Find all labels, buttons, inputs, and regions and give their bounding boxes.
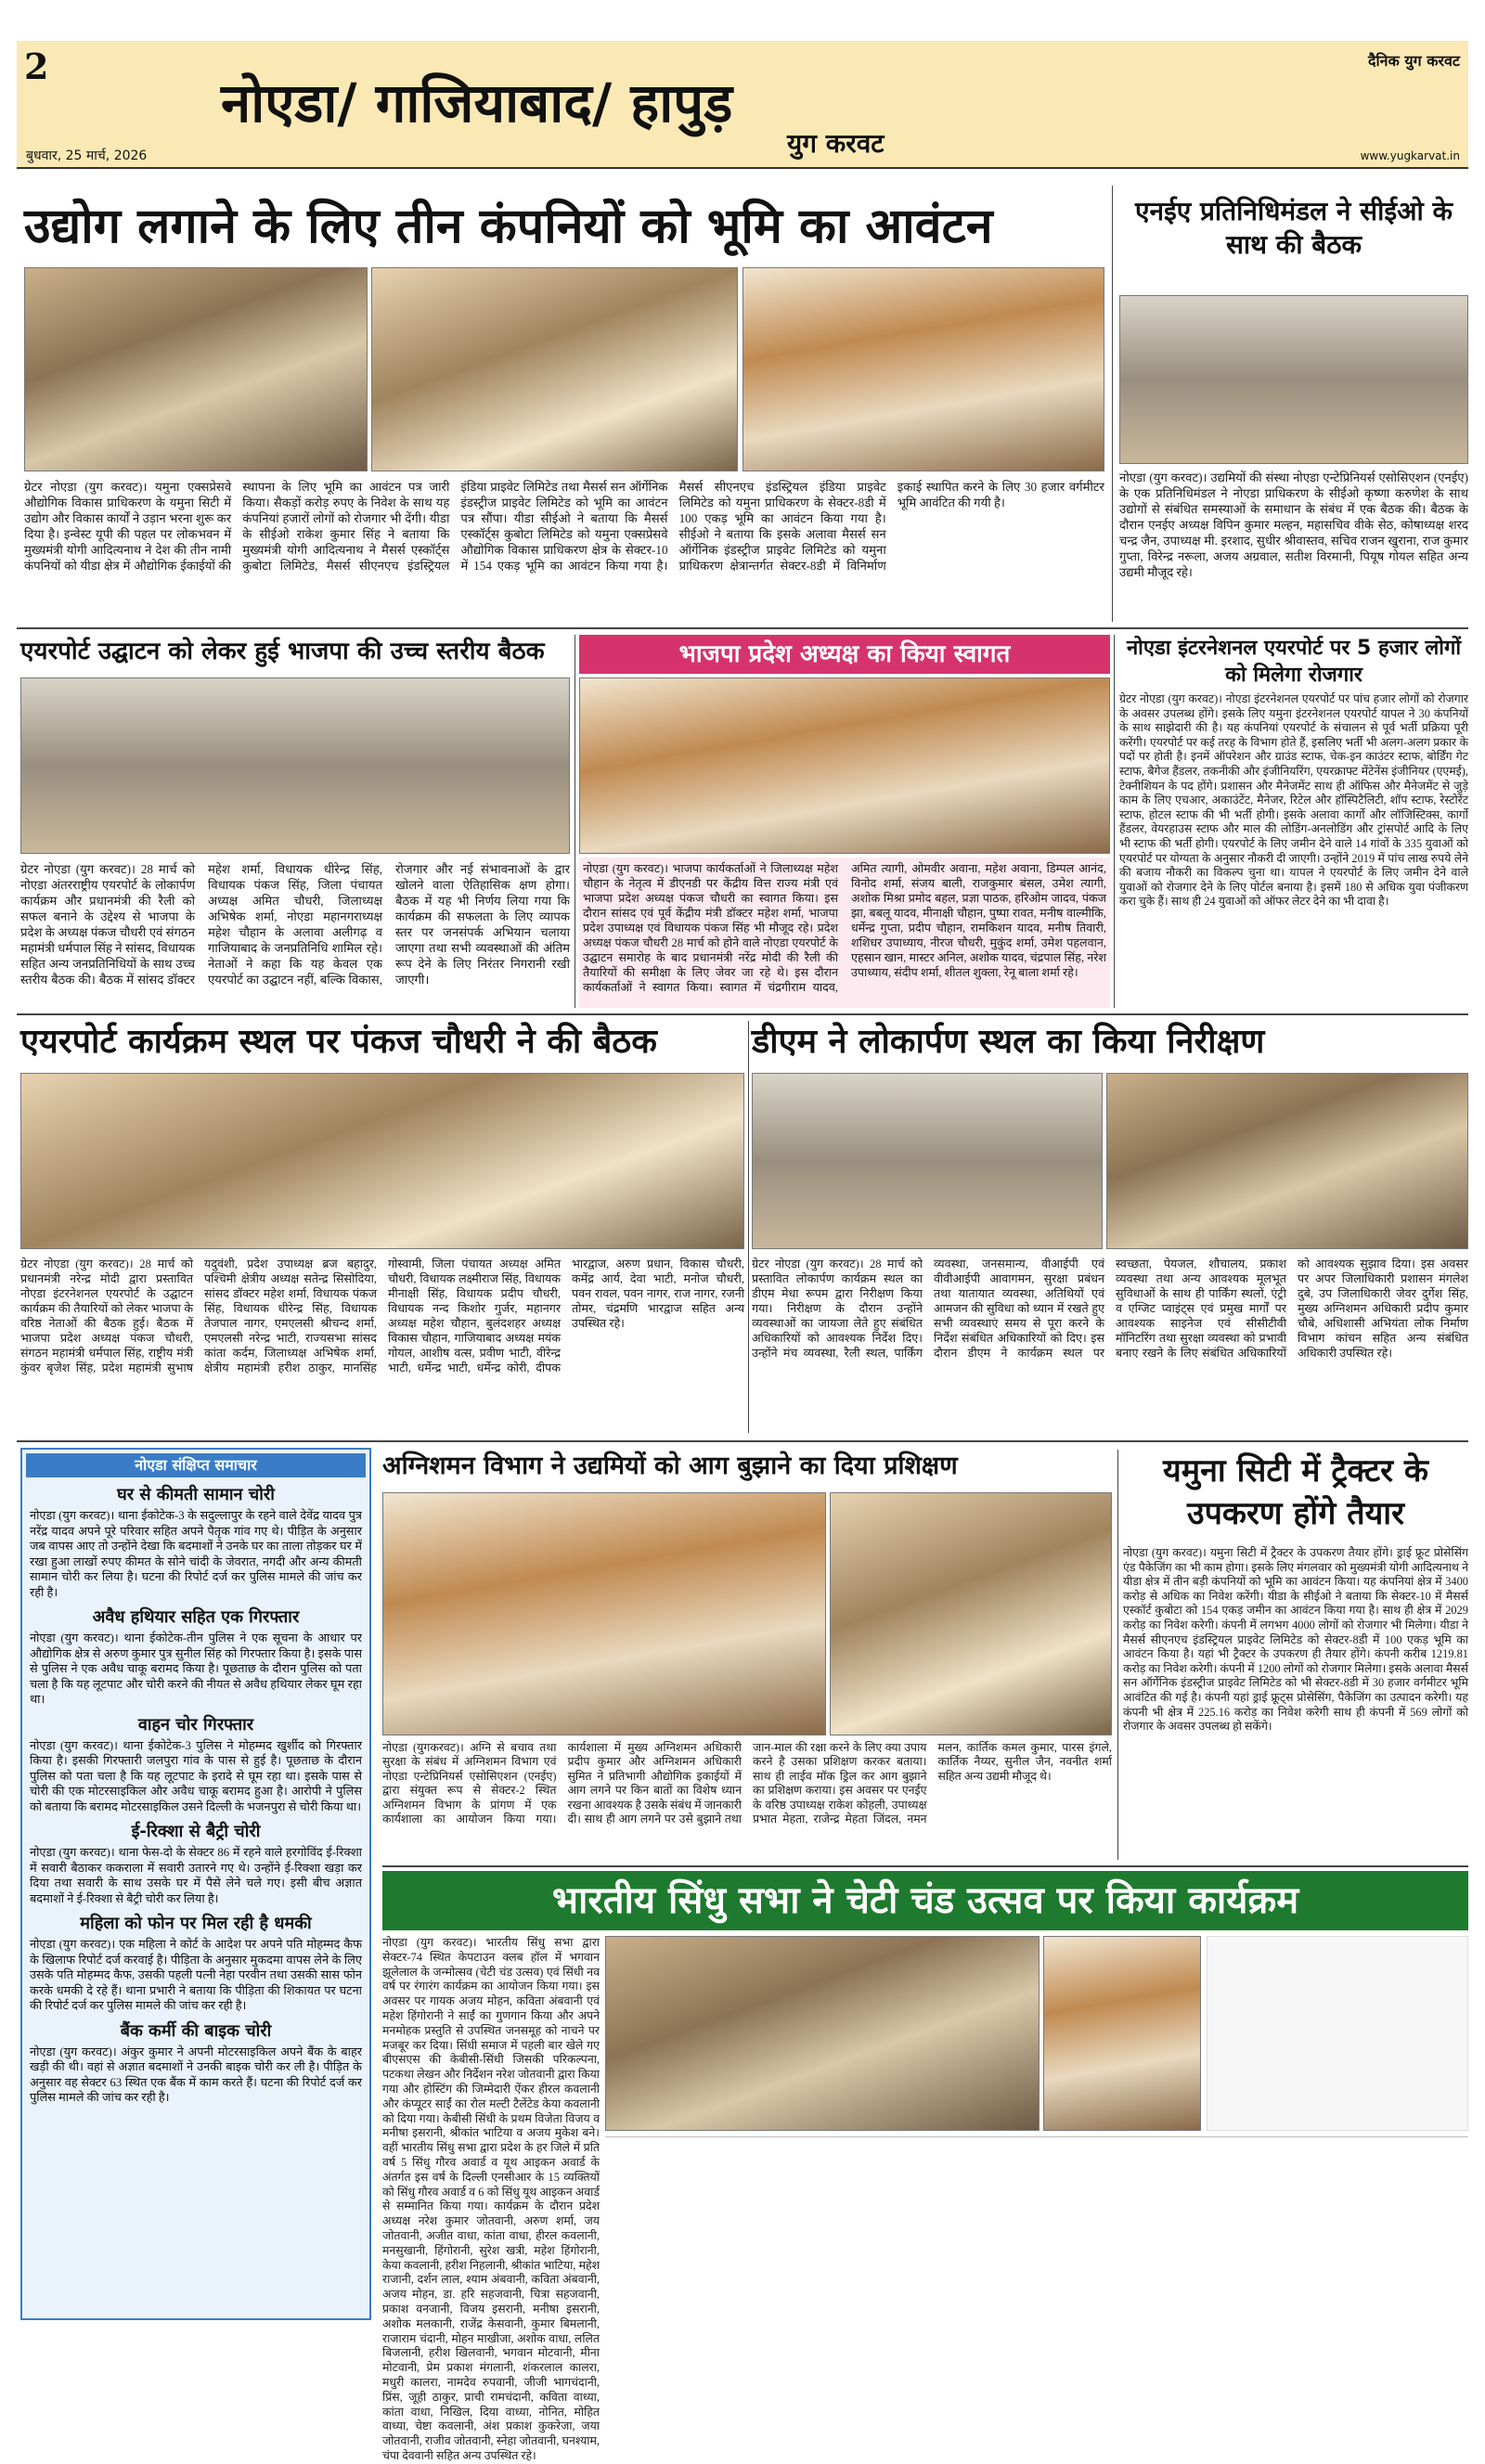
story10-photo-a bbox=[605, 1936, 1040, 2131]
brief-text: नोएडा (युग करवट)। थाना ईकोटेक-3 के सदुल्लापुर के रहने वाले देवेंद्र यादव पुत्र नरेंद्र यादव अपने पूरे परिवार सहित अपने पैतृक गांव गए थे। पीड़ित के अनुसार जब वापस आए तो उन्होंने देखा कि बदमाशों ने उनके घर का ताला तोड़कर घर में रखा हुआ लाखों रुपए कीमत के सोने चांदी के जेवरात, नगदी और अन्य कीमती सामान चोरी कर लिया है। घटना की रिपोर्ट दर्ज कर पुलिस मामले की जांच कर रही है। bbox=[30, 1509, 362, 1599]
story1-photo-a bbox=[24, 267, 368, 471]
story2-headline: एनईए प्रतिनिधिमंडल ने सीईओ के साथ की बैठक bbox=[1135, 196, 1453, 260]
story6-photo bbox=[20, 1073, 744, 1249]
story7-body: ग्रेटर नोएडा (युग करवट)। 28 मार्च को प्रस्तावित लोकार्पण कार्यक्रम स्थल का डीएम मेधा रूपम द्वारा निरीक्षण किया गया। निरीक्षण के दौरान उन्होंने व्यवस्थाओं का जायजा लेते हुए संबंधित अधिकारियों को आवश्यक निर्देश दिए। उन्होंने मंच व्यवस्था, रैली स्थल, पार्किंग व्यवस्था, जनसमान्य, वीआईपी एवं वीवीआईपी आवागमन, सुरक्षा प्रबंधन तथा यातायात व्यवस्था, अतिथियों एवं आमजन की सुविधा को ध्यान में रखते हुए सभी व्यवस्थाएं समय से पूरा करने के निर्देश संबंधित अधिकारियों को दिए। इस दौरान डीएम ने कार्यक्रम स्थल पर स्वच्छता, पेयजल, शौचालय, प्रकाश व्यवस्था तथा अन्य आवश्यक मूलभूत सुविधाओं के साथ ही पार्किंग स्थलों, एंट्री व एग्जिट प्वाइंट्स एवं प्रमुख मार्गों पर आवश्यक साइनेज एवं सीसीटीवी मॉनिटरिंग तथा सुरक्षा व्यवस्था को प्रभावी बनाए रखने के लिए संबंधित अधिकारियों को आवश्यक सुझाव दिया। इस अवसर पर अपर जिलाधिकारी प्रशासन मंगलेश दुबे, उप जिलाधिकारी जेवर दुर्गेश सिंह, मुख्य अग्निशमन अधिकारी प्रदीप कुमार चौबे, अधिशासी अभियंता लोक निर्माण विभाग कांचन सहित अन्य संबंधित अधिकारी उपस्थित रहे। bbox=[752, 1258, 1468, 1360]
briefs-header: नोएडा संक्षिप्त समाचार bbox=[26, 1453, 366, 1477]
story10-headline: भारतीय सिंधु सभा ने चेटी चंड उत्सव पर किया कार्यक्रम bbox=[551, 1879, 1299, 1922]
section-title: नोएडा/ गाजियाबाद/ हापुड़ bbox=[221, 71, 733, 135]
brief-text: नोएडा (युग करवट)। थाना ईकोटेक-3 पुलिस ने मोहम्मद खुर्शीद को गिरफ्तार किया है। इसकी गिरफ्तारी जलपुरा गांव के पास से हुई है। पूछताछ के दौरान पुलिस को पता चला है कि यह लूटपाट के इरादे से घूम रहा था। इसके पास से चोरी की एक मोटरसाइकिल और अवैध चाकू बरामद हुआ है। आरोपी ने पुलिस को बताया कि बरामद मोटरसाइकिल उसने दिल्ली के भजनपुरा से चोरी किया था। bbox=[30, 1738, 362, 1813]
story10-banner bbox=[382, 1871, 1468, 1930]
brief-title: वाहन चोर गिरफ्तार bbox=[137, 1714, 254, 1735]
brief-item bbox=[30, 1713, 362, 1815]
divider bbox=[1117, 1450, 1118, 1860]
story10-body: नोएडा (युग करवट)। भारतीय सिंधु सभा द्वारा सेक्टर-74 स्थित केपटाउन क्लब हॉल में भगवान झूलेलाल के जन्मोत्सव (चेटी चंड उत्सव) एवं सिंधी नव वर्ष पर रंगारंग कार्यक्रम का आयोजन किया गया। इस अवसर पर गायक अजय मोहन, कविता अंबवानी एवं महेश हिंगोरानी ने साईं का गुणगान किया और अपने मनमोहक प्रस्तुति से उपस्थित जनसमूह को नाचने पर मजबूर कर दिया। सिंधी समाज में पहली बार खेले गए बीएसएस की केबीसी-सिंधी जिसकी परिकल्पना, पटकथा लेखन और निर्देशन नरेश जोतवानी द्वारा किया गया और होस्टिंग की जिम्मेदारी ऐंकर हीरल कवलानी और कंप्यूटर साईं का रोल मल्टी टैलेंटेड केया कवलानी को दिया गया। केबीसी सिंधी के प्रथम विजेता विजय व मनीषा इसरानी, श्रीकांत भाटिया व अजय मुकेश बने। वहीं भारतीय सिंधु सभा द्वारा प्रदेश के हर जिले में प्रति वर्ष 5 सिंधु गौरव अवार्ड व यूथ आइकन अवार्ड के अंतर्गत इस वर्ष के दिल्ली एनसीआर के 15 व्यक्तियों को सिंधु गौरव अवार्ड व 6 को सिंधु यूथ आइकन अवार्ड से सम्मानित किया गया। कार्यक्रम के दौरान प्रदेश अध्यक्ष नरेश कुमार जोतवानी, अरुण शर्मा, जय जोतवानी, अजीत वाधा, कांता वाधा, हीरल कवलानी, मनसुखानी, हिंगोरानी, सुरेश खत्री, महेश हिंगोरानी, केया कवलानी, हरीश निहलानी, श्रीकांत भाटिया, महेश राजानी, दर्शन लाल, श्याम अंबवानी, कविता अंबवानी, अजय मोहन, डा. हरि सहजवानी, चित्रा सहजवानी, प्रकाश वनजानी, विजय इसरानी, मनीषा इसरानी, अशोक मलकानी, राजेंद्र केसवानी, कुमार बिमलानी, राजाराम चंदानी, मोहन माखीजा, अशोक वाधा, ललित बिजलानी, हरीश खिलवानी, भगवान मोटवानी, मीना मोटवानी, प्रेम प्रकाश मंगलानी, शंकरलाल कालरा, मधुरी कालरा, नामदेव रुपवानी, जीजी भागचंदानी, प्रिंस, जूही ठाकुर, प्राची रामचंदानी, कविता वाध्या, कांता वाधा, निखिल, दिया वाध्या, नोनित, मोहित वाध्या, चेष्टा कवलानी, अंश प्रकाश कुकरेजा, जया जोतवानी, राजीव जोतवानी, स्नेहा जोतवानी, घनश्याम, चंपा देववानी सहित अन्य उपस्थित रहे। bbox=[382, 1936, 600, 2462]
brief-text: नोएडा (युग करवट)। एक महिला ने कोर्ट के आदेश पर अपने पति मोहम्मद कैफ के खिलाफ रिपोर्ट दर्ज करवाई है। पीड़िता के अनुसार मुकदमा वापस लेने के लिए उसके पति मोहम्मद कैफ, उसकी पहली पत्नी नेहा परवीन तथा उसकी सास फोन करके धमकी दे रहे हैं। थाना प्रभारी ने बताया कि पीड़िता की शिकायत पर घटना की रिपोर्ट दर्ज कर पुलिस मामले की जांच कर रही है। bbox=[30, 1938, 362, 2012]
story7-headline: डीएम ने लोकार्पण स्थल का किया निरीक्षण bbox=[752, 1023, 1265, 1061]
story9-body: नोएडा (युग करवट)। यमुना सिटी में ट्रैक्टर के उपकरण तैयार होंगे। ड्राई फ्रूट प्रोसेसिंग एंड पैकेजिंग का भी काम होगा। इसके लिए मंगलवार को मुख्यमंत्री योगी आदित्यनाथ ने यीडा क्षेत्र में तीन बड़ी कंपनियों को भूमि का आवंटन किया। यह कंपनियां क्षेत्र में 3400 करोड़ से अधिक का निवेश करेंगी। यीडा के सीईओ ने बताया कि सेक्टर-10 में मैसर्स एस्कॉर्ट कुबोटा को 154 एकड़ जमीन का आवंटन किया गया है। साथ ही क्षेत्र में 2029 करोड़ का निवेश करेगी। कंपनी में लगभग 4000 लोगों को रोजगार भी मिलेगा। यीडा ने मैसर्स सीएनएच इंडस्ट्रियल प्राइवेट लिमिटेड को सेक्टर-8डी में 100 एकड़ भूमि का आवंटन किया है। यहां भी ट्रैक्टर के उपकरण ही तैयार होंगे। कंपनी करीब 1219.81 करोड़ का निवेश करेगी। कंपनी में 1200 लोगों को रोजगार मिलेगा। इसके अलावा मैसर्स सन ऑर्गेनिक इंडस्ट्रीज प्राइवेट लिमिटेड को भी सेक्टर-8डी में 30 हजार वर्गमीटर भूमि आवंटित की गई है। कंपनी यहां ड्राई फ्रूट्स प्रोसेसिंग, पैकेजिंग का उत्पादन करेगी। यह कंपनी भी क्षेत्र में 225.16 करोड़ का निवेश करेगी साथ ही कंपनी में 569 लोगों को रोजगार के अवसर उपलब्ध हो सकेंगे। bbox=[1123, 1546, 1468, 1734]
story2-photo bbox=[1119, 295, 1468, 464]
story1-body: ग्रेटर नोएडा (युग करवट)। यमुना एक्सप्रेसवे औद्योगिक विकास प्राधिकरण के यमुना सिटी में उद्योग और विकास कार्यों ने उड़ान भरना शुरू कर दिया है। इन्वेस्ट यूपी की पहल पर लोकभवन में मुख्यमंत्री योगी आदित्यनाथ ने देश की तीन नामी कंपनियों को यीडा क्षेत्र में औद्योगिक ईकाईयों की स्थापना के लिए भूमि का आवंटन पत्र जारी किया। सैकड़ों करोड़ रुपए के निवेश के साथ यह कंपनियां हजारों लोगों को रोजगार भी देंगी। यीडा के सीईओ राकेश कुमार सिंह ने बताया कि मुख्यमंत्री योगी आदित्यनाथ ने मैसर्स एस्कॉर्ट्स कुबोटा लिमिटेड, मैसर्स सीएनएच इंडस्ट्रियल इंडिया प्राइवेट लिमिटेड तथा मैसर्स सन ऑर्गेनिक इंडस्ट्रीज प्राइवेट लिमिटेड को भूमि का आवंटन पत्र सौंपा। यीडा सीईओ ने बताया कि मैसर्स एस्कॉर्ट्स कुबोटा लिमिटेड को यमुना एक्सप्रेसवे औद्योगिक विकास प्राधिकरण क्षेत्र के सेक्टर-10 में 154 एकड़ भूमि का आवंटन किया गया है। मैसर्स सीएनएच इंडस्ट्रियल इंडिया प्राइवेट लिमिटेड को यमुना प्राधिकरण के सेक्टर-8डी में 100 एकड़ भूमि का आवंटन किया गया है। सीईओ ने बताया कि इसके अलावा मैसर्स सन ऑर्गेनिक इंडस्ट्रीज प्राइवेट लिमिटेड को यमुना प्राधिकरण क्षेत्रान्तर्गत सेक्टर-8डी में विनिर्माण इकाई स्थापित करने के लिए 30 हजार वर्गमीटर भूमि आवंटित की गयी है। bbox=[24, 480, 1104, 573]
paper-name: दैनिक युग करवट bbox=[1367, 52, 1460, 70]
divider bbox=[17, 1013, 1468, 1015]
story8-headline: अग्निशमन विभाग ने उद्यमियों को आग बुझाने का दिया प्रशिक्षण bbox=[382, 1451, 958, 1480]
brief-item bbox=[30, 1912, 362, 2014]
brief-title: बैंक कर्मी की बाइक चोरी bbox=[120, 2020, 272, 2041]
story4-body: नोएडा (युग करवट)। भाजपा कार्यकर्ताओं ने जिलाध्यक्ष महेश चौहान के नेतृत्व में डीएनडी पर केंद्रीय वित्त राज्य मंत्री एवं भाजपा प्रदेश अध्यक्ष पंकज चौधरी का स्वागत किया। इस दौरान सांसद एवं पूर्व केंद्रीय मंत्री डॉक्टर महेश शर्मा, भाजपा प्रदेश उपाध्यक्ष एवं विधायक पंकज सिंह भी मौजूद रहे। प्रदेश अध्यक्ष पंकज चौधरी 28 मार्च को होने वाले नोएडा एयरपोर्ट के उद्घाटन समारोह के बाद प्रधानमंत्री नरेंद्र मोदी की रैली की तैयारियों की समीक्षा के लिए जेवर जा रहे थे। इस दौरान कार्यकर्ताओं ने स्वागत किया। स्वागत में चंद्रगीराम यादव, अमित त्यागी, ओमवीर अवाना, महेश अवाना, डिम्पल आनंद, विनोद शर्मा, संजय बाली, राजकुमार बंसल, उमेश त्यागी, अशोक मिश्रा प्रमोद बहल, प्रज्ञा पाठक, हरिओम जादव, पंकज झा, बबलू यादव, मीनाक्षी चौहान, पुष्पा रावत, मनीष वाल्मीकि, धर्मेन्द्र गुप्ता, प्रदीप चौहान, रामकिशन यादव, मनीष तिवारी, शशिधर उपाध्याय, नीरज चौधरी, मुकुंद शर्मा, उमेश पहलवान, एहसान खान, मास्टर अनिल, अशोक यादव, चंद्रपाल सिंह, नरेश उपाध्याय, संदीप शर्मा, शीतल शुक्ला, रेनू बाला शर्मा रहे। bbox=[579, 858, 1110, 1008]
divider bbox=[1112, 186, 1113, 622]
divider bbox=[748, 1021, 749, 1433]
story8-body: नोएडा (युगकरवट)। अग्नि से बचाव तथा सुरक्षा के संबंध में अग्निशमन विभाग एवं नोएडा एन्टेप्रिनियर्स एसोसिएशन (एनईए) द्वारा संयुक्त रूप से सेक्टर-2 स्थित अग्निशमन विभाग के प्रांगण में एक कार्यशाला का आयोजन किया गया। कार्यशाला में मुख्य अग्निशमन अधिकारी प्रदीप कुमार और अग्निशमन अधिकारी सुमित ने प्रतिभागी औद्योगिक इकाईयों में आग लगने पर किन बातों का विशेष ध्यान रखना आवश्यक है उसके संबंध में जानकारी दी। साथ ही आग लगने पर उसे बुझाने तथा जान-माल की रक्षा करने के लिए क्या उपाय करने है उसका प्रशिक्षण करकर बताया। साथ ही लाईव मॉक ड्रिल कर आग बुझाने का प्रशिक्षण कराया। इस अवसर पर एनईए के वरिष्ठ उपाध्यक्ष राकेश कोहली, उपाध्यक्ष प्रभात मेहता, राजेन्द्र मेहता जिंदल, नमन मलन, कार्तिक कमल कुमार, पारस इंगले, कार्तिक नैय्यर, सुनील जैन, नवनीत शर्मा सहित अन्य उद्यमी मौजूद थे। bbox=[382, 1741, 1112, 1826]
story5-body: ग्रेटर नोएडा (युग करवट)। नोएडा इंटरनेशनल एयरपोर्ट पर पांच हजार लोगों को रोजगार के अवसर उपलब्ध होंगे। इसके लिए यमुना इंटरनेशनल एयरपोर्ट यापल ने 30 कंपनियों के साथ साझेदारी की है। यह कंपनियां एयरपोर्ट के संचालन से पूर्व भर्ती प्रक्रिया पूरी करेंगी। एयरपोर्ट पर कई तरह के विभाग होते हैं, इसलिए भर्ती भी अलग-अलग प्रकार के पदों पर होती है। इनमें ऑपरेशन और ग्राउंड स्टाफ, चेक-इन काउंटर स्टाफ, बोर्डिंग गेट स्टाफ, बैगेज हैंडलर, तकनीकी और इंजीनियरिंग, एयरक्राफ्ट मेंटेनेंस इंजीनियर (एएमई), टेक्नीशियन के पद होंगे। प्रशासन और मैनेजमेंट साथ ही ऑफिस और मैनेजमेंट से जुड़े काम के लिए एचआर, अकाउंटेंट, मैनेजर, रिटेल और हॉस्पिटैलिटी, शॉप स्टाफ, रेस्टोरेंट स्टाफ, होटल स्टाफ की भी भर्ती होगी। इसके अलावा कार्गो और लॉजिस्टिक्स, कार्गो हैंडलर, वेयरहाउस स्टाफ और माल की लोडिंग-अनलोडिंग और ट्रांसपोर्ट आदि के लिए भी स्टाफ की भर्ती होगी। एयरपोर्ट के लिए जमीन देने वाले 14 गांवों के 335 युवाओं को एयरपोर्ट पर योग्यता के अनुसार नौकरी दी जाएगी। उन्होंने 2019 में पांच लाख रुपये लेने की बजाय नौकरी का विकल्प चुना था। यापल ने एयरपोर्ट के लिए जमीन देने वाले युवाओं को रोजगार देने के लिए पोर्टल बनाया है। इसमें 180 से अधिक युवा पंजीकरण करा चुके हैं। साथ ही 24 युवाओं को ऑफर लेटर देने का भी दावा है। bbox=[1119, 692, 1468, 909]
divider bbox=[382, 1865, 1468, 1867]
story4-headline: भाजपा प्रदेश अध्यक्ष का किया स्वागत bbox=[678, 640, 1011, 668]
brief-item bbox=[30, 1820, 362, 1906]
brief-title: ई-रिक्शा से बैट्री चोरी bbox=[131, 1822, 261, 1841]
brief-item bbox=[30, 2019, 362, 2106]
brief-item bbox=[30, 1483, 362, 1600]
divider bbox=[1114, 635, 1115, 1008]
story2-body: नोएडा (युग करवट)। उद्यमियों की संस्था नोएडा एन्टेप्रिनियर्स एसोसिएशन (एनईए) के एक प्रतिनिधिमंडल ने नोएडा प्राधिकरण के सीईओ कृष्णा करुणेश के साथ उद्योगों से संबंधित समस्याओं के समाधान के संबंध में एक बैठक की। बैठक के दौरान एनईए अध्यक्ष विपिन कुमार मल्हन, महासचिव वीके सेठ, कोषाध्यक्ष शरद चन्द्र जैन, उपाध्यक्ष मी. इरशाद, सुधीर श्रीवास्तव, सचिव राजन खुराना, राज कुमार गुप्ता, विरेन्द्र नरूला, अजय अग्रवाल, सतीश विरमानी, पियूष गोयल सहित अन्य उद्यमी मौजूद रहे। bbox=[1119, 471, 1468, 579]
issue-date: बुधवार, 25 मार्च, 2026 bbox=[26, 148, 148, 163]
story3-body: ग्रेटर नोएडा (युग करवट)। 28 मार्च को नोएडा अंतरराष्ट्रीय एयरपोर्ट के लोकार्पण कार्यक्रम और प्रधानमंत्री की रैली को सफल बनाने के उद्देश्य से भाजपा के प्रदेश के अध्यक्ष पंकज चौधरी एवं संगठन महामंत्री धर्मपाल सिंह ने सांसद, विधायक सहित अन्य जनप्रतिनिधियों के साथ उच्च स्तरीय बैठक की। बैठक में सांसद डॉक्टर महेश शर्मा, विधायक धीरेन्द्र सिंह, विधायक पंकज सिंह, जिला पंचायत अध्यक्ष अमित चौधरी, जिलाध्यक्ष अभिषेक शर्मा, नोएडा महानगराध्यक्ष महेश चौहान के अलावा अलीगढ़ व गाजियाबाद के जनप्रतिनिधि शामिल रहे। नेताओं ने कहा कि यह केवल एक एयरपोर्ट का उद्घाटन नहीं, बल्कि विकास, रोजगार और नई संभावनाओं के द्वार खोलने वाला ऐतिहासिक क्षण होगा। बैठक में यह भी निर्णय लिया गया कि कार्यक्रम की सफलता के लिए व्यापक स्तर पर जनसंपर्क अभियान चलाया जाएगा तथा सभी व्यवस्थाओं की अंतिम रूप देने के लिए निरंतर निगरानी रखी जाएगी। bbox=[20, 862, 570, 987]
story10-body-a bbox=[382, 1936, 600, 2462]
story8-photo-a bbox=[382, 1492, 826, 1735]
story10-photo-b bbox=[1043, 1936, 1201, 2131]
story7-photo-a bbox=[752, 1073, 1103, 1249]
brief-text: नोएडा (युग करवट)। अंकुर कुमार ने अपनी मोटरसाइकिल अपने बैंक के बाहर खड़ी की थी। वहां से अज्ञात बदमाशों ने उनकी बाइक चोरी कर ली है। पीड़ित के अनुसार वह सेक्टर 63 स्थित एक बैंक में काम करते हैं। घटना की रिपोर्ट दर्ज कर पुलिस मामले की जांच कर रही है। bbox=[30, 2045, 362, 2104]
brief-title: अवैध हथियार सहित एक गिरफ्तार bbox=[92, 1607, 300, 1627]
story7-photo-b bbox=[1106, 1073, 1468, 1249]
briefs-box bbox=[20, 1448, 371, 2320]
story1-headline: उद्योग लगाने के लिए तीन कंपनियों को भूमि का आवंटन bbox=[24, 199, 993, 254]
divider bbox=[17, 627, 1468, 629]
brand-name: युग करवट bbox=[787, 128, 885, 159]
story4-banner bbox=[579, 635, 1110, 674]
brief-title: महिला को फोन पर मिल रही है धमकी bbox=[80, 1914, 312, 1933]
story6-body: ग्रेटर नोएडा (युग करवट)। 28 मार्च को प्रधानमंत्री नरेन्द्र मोदी द्वारा प्रस्तावित नोएडा इंटरनेशनल एयरपोर्ट के उद्घाटन कार्यक्रम की तैयारियों को लेकर भाजपा के वरिष्ठ नेताओं की बैठक हुई। बैठक में भाजपा प्रदेश अध्यक्ष पंकज चौधरी, संगठन महामंत्री धर्मपाल सिंह, राष्ट्रीय मंत्री कुंवर बृजेश सिंह, प्रदेश महामंत्री सुभाष यदुवंशी, प्रदेश उपाध्यक्ष ब्रज बहादुर, पश्चिमी क्षेत्रीय अध्यक्ष सतेन्द्र सिसोदिया, सांसद डॉक्टर महेश शर्मा, विधायक पंकज सिंह, विधायक धीरेन्द्र सिंह, विधायक तेजपाल नागर, एमएलसी श्रीचन्द शर्मा, एमएलसी नरेन्द्र भाटी, राज्यसभा सांसद कांता कर्दम, जिलाध्यक्ष अभिषेक शर्मा, क्षेत्रीय महामंत्री हरीश ठाकुर, मानसिंह गोस्वामी, जिला पंचायत अध्यक्ष अमित चौधरी, विधायक लक्ष्मीराज सिंह, विधायक मीनाक्षी सिंह, विधायक प्रदीप चौधरी, विधायक नन्द किशोर गुर्जर, महानगर अध्यक्ष महेश चौहान, बुलंदशहर अध्यक्ष विकास चौहान, गाजियाबाद अध्यक्ष मयंक गोयल, आशीष वत्स, प्रवीण भाटी, वीरेन्द्र भाटी, धर्मेन्द्र भाटी, धर्मेन्द्र कोरी, दीपक भारद्वाज, अरुण प्रधान, विकास चौधरी, कमेंद्र आर्य, देवा भाटी, मनोज चौधरी, पवन रावल, पवन नागर, राज नागर, रजनी तोमर, चंद्रमणि भारद्वाज सहित अन्य उपस्थित रहे। bbox=[20, 1258, 744, 1374]
brief-text: नोएडा (युग करवट)। थाना ईकोटेक-तीन पुलिस ने एक सूचना के आधार पर औद्योगिक क्षेत्र से अरुण कुमार पुत्र सुनील सिंह को गिरफ्तार किया है। इसके पास से पुलिस ने एक अवैध चाकू बरामद किया है। पूछताछ के दौरान पुलिस को पता चला है कि यह लूटपाट और चोरी करने की नीयत से अवैध हथियार लेकर घूम रहा था। bbox=[30, 1632, 362, 1706]
brief-title: घर से कीमती सामान चोरी bbox=[117, 1485, 275, 1504]
brief-item bbox=[30, 1606, 362, 1708]
story6-headline: एयरपोर्ट कार्यक्रम स्थल पर पंकज चौधरी ने की बैठक bbox=[20, 1023, 657, 1061]
story9-headline: यमुना सिटी में ट्रैक्टर के उपकरण होंगे तैयार bbox=[1163, 1452, 1428, 1532]
story10-side-fill bbox=[1207, 1936, 1468, 2131]
divider bbox=[17, 1440, 1468, 1442]
page-number: 2 bbox=[24, 45, 49, 87]
story10-column-fill bbox=[605, 2136, 1468, 2320]
story3-photo bbox=[20, 677, 570, 854]
story3-headline: एयरपोर्ट उद्घाटन को लेकर हुई भाजपा की उच्च स्तरीय बैठक bbox=[20, 638, 545, 665]
story1-photo-b bbox=[371, 267, 738, 471]
website-link[interactable]: www.yugkarvat.in bbox=[1360, 149, 1460, 162]
masthead bbox=[17, 41, 1468, 169]
brief-text: नोएडा (युग करवट)। थाना फेस-दो के सेक्टर 86 में रहने वाले हरगोविंद ई-रिक्शा में सवारी बैठाकर ककराला में सवारी उतारने गए थे। उन्होंने ई-रिक्शा खड़ा कर दिया तथा सवारी के साथ उसके घर में पैसे लेने चले गए। इसी बीच अज्ञात बदमाशों ने ई-रिक्शा से बैट्री चोरी कर लिया है। bbox=[30, 1846, 362, 1905]
story4-photo bbox=[579, 677, 1110, 854]
story1-photo-c bbox=[742, 267, 1104, 471]
story8-photo-b bbox=[830, 1492, 1112, 1735]
story5-headline: नोएडा इंटरनेशनल एयरपोर्ट पर 5 हजार लोगों को मिलेगा रोजगार bbox=[1126, 637, 1462, 687]
